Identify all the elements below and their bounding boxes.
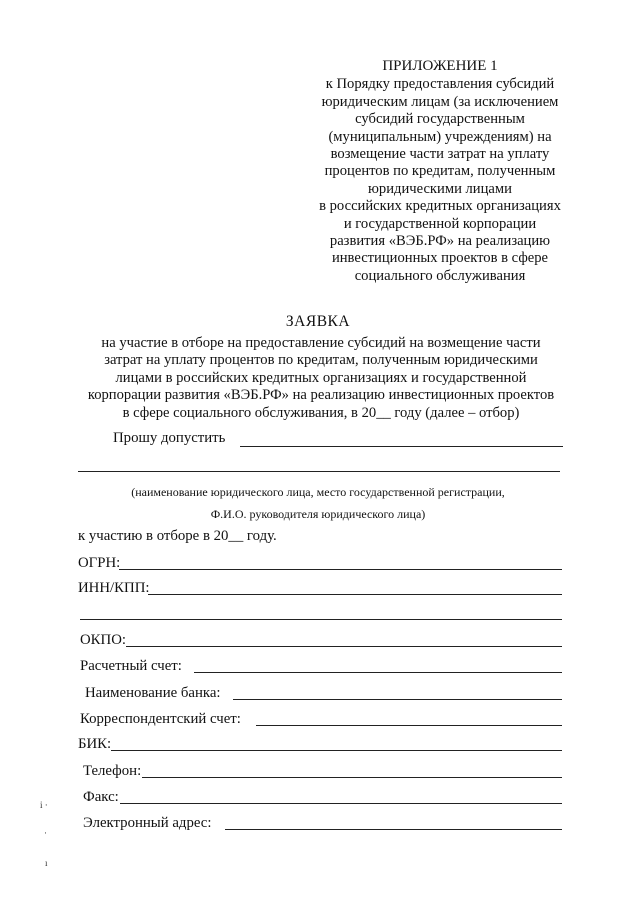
application-subtitle bbox=[78, 335, 564, 422]
phone-label: Телефон: bbox=[83, 763, 142, 779]
applicant-name-line-2[interactable] bbox=[78, 471, 560, 472]
margin-mark: · bbox=[44, 828, 47, 838]
appendix-line: возмещение части затрат на уплату bbox=[330, 146, 550, 163]
ogrn-field[interactable] bbox=[119, 569, 562, 570]
okpo-field[interactable] bbox=[126, 646, 562, 647]
bik-field[interactable] bbox=[111, 750, 562, 751]
email-label: Электронный адрес: bbox=[83, 815, 212, 831]
appendix-line: и государственной корпорации bbox=[343, 215, 537, 232]
appendix-title: ПРИЛОЖЕНИЕ 1 bbox=[382, 58, 498, 74]
name-caption: (наименование юридического лица, место государственной регистрации, bbox=[131, 485, 505, 499]
inn-kpp-label: ИНН/КПП: bbox=[78, 580, 150, 596]
appendix-line: развития «ВЭБ.РФ» на реализацию bbox=[329, 233, 551, 250]
margin-mark: і · bbox=[40, 800, 48, 810]
inn-kpp-field-2[interactable] bbox=[80, 619, 562, 620]
subtitle-line: затрат на уплату процентов по кредитам, полученным юридическими bbox=[104, 352, 538, 369]
corr-account-label: Корреспондентский счет: bbox=[80, 711, 241, 727]
phone-field[interactable] bbox=[142, 777, 562, 778]
appendix-line: к Порядку предоставления субсидий bbox=[325, 76, 555, 93]
appendix-line: (муниципальным) учреждениям) на bbox=[328, 128, 552, 145]
fax-label: Факс: bbox=[83, 789, 119, 805]
bank-name-field[interactable] bbox=[233, 699, 562, 700]
applicant-name-line[interactable] bbox=[240, 446, 563, 447]
appendix-line: в российских кредитных организациях bbox=[319, 198, 561, 215]
email-field[interactable] bbox=[225, 829, 562, 830]
subtitle-line: корпорации развития «ВЭБ.РФ» на реализацию инвестиционных проектов bbox=[87, 387, 555, 404]
appendix-line: юридическими лицами bbox=[368, 180, 512, 197]
account-field[interactable] bbox=[194, 672, 562, 673]
participation-text: к участию в отборе в 20__ году. bbox=[78, 528, 277, 544]
subtitle-line: в сфере социального обслуживания, в 20__ году (далее – отбор) bbox=[122, 404, 520, 421]
appendix-header bbox=[300, 58, 580, 285]
appendix-line: инвестиционных проектов в сфере bbox=[331, 250, 549, 267]
margin-mark: ı bbox=[45, 858, 48, 868]
fax-field[interactable] bbox=[120, 803, 562, 804]
bank-name-label: Наименование банка: bbox=[85, 685, 221, 701]
okpo-label: ОКПО: bbox=[80, 632, 127, 648]
request-label: Прошу допустить bbox=[113, 430, 226, 446]
appendix-line: процентов по кредитам, полученным bbox=[324, 163, 556, 180]
director-caption: Ф.И.О. руководителя юридического лица) bbox=[210, 507, 426, 521]
appendix-line: субсидий государственным bbox=[355, 111, 525, 128]
bik-label: БИК: bbox=[78, 736, 112, 752]
appendix-line: юридическим лицам (за исключением bbox=[321, 93, 559, 110]
subtitle-line: лицами в российских кредитных организациях и государственной bbox=[115, 369, 527, 386]
appendix-line: социального обслуживания bbox=[354, 267, 526, 284]
account-label: Расчетный счет: bbox=[80, 658, 182, 674]
subtitle-line: на участие в отборе на предоставление субсидий на возмещение части bbox=[101, 335, 541, 351]
inn-kpp-field[interactable] bbox=[148, 594, 562, 595]
application-title: ЗАЯВКА bbox=[285, 313, 351, 330]
ogrn-label: ОГРН: bbox=[78, 555, 121, 571]
corr-account-field[interactable] bbox=[256, 725, 562, 726]
